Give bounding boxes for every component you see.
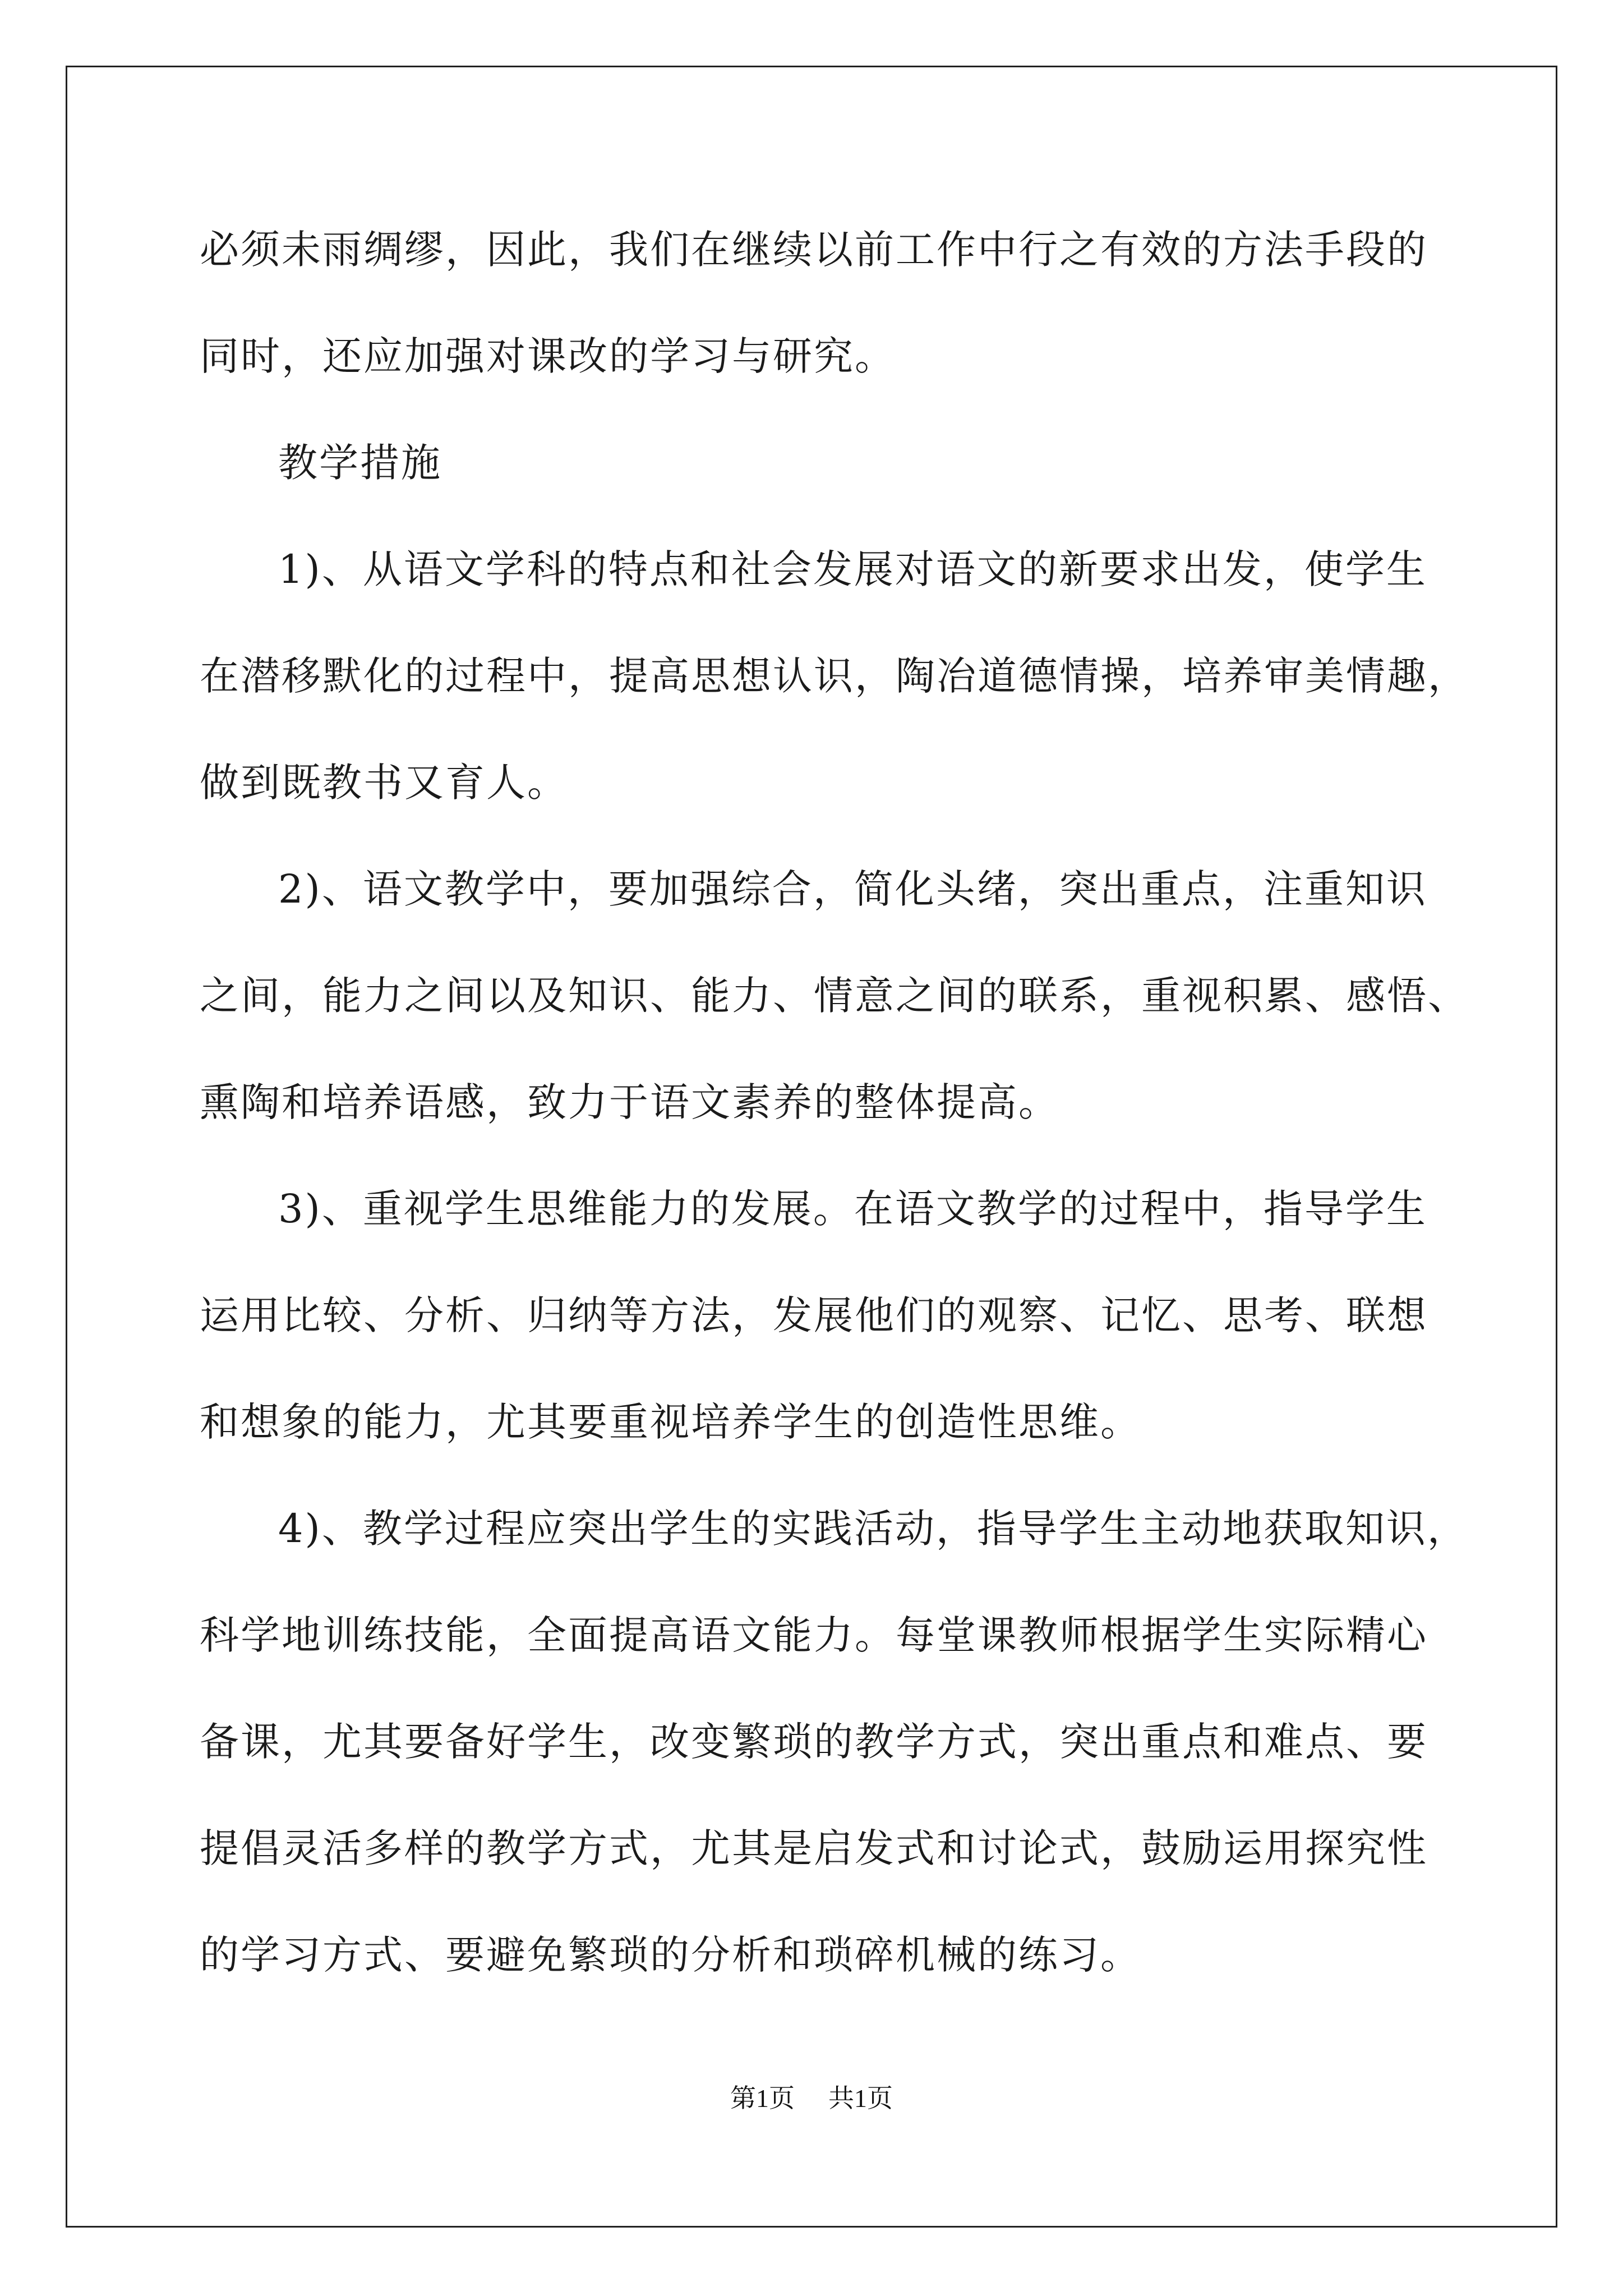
text-line: 备课，尤其要备好学生，改变繁琐的教学方式，突出重点和难点、要: [200, 1719, 1428, 1765]
text-line: 熏陶和培养语感，致力于语文素养的整体提高。: [200, 1079, 1059, 1125]
text-line: 2)、语文教学中，要加强综合，简化头绪，突出重点，注重知识: [278, 866, 1427, 912]
text-line: 提倡灵活多样的教学方式，尤其是启发式和讨论式，鼓励运用探究性: [200, 1825, 1428, 1871]
document-body: [200, 219, 1469, 2031]
section-heading: 教学措施: [278, 440, 442, 486]
text-line: 1)、从语文学科的特点和社会发展对语文的新要求出发，使学生: [278, 546, 1427, 592]
text-line: 和想象的能力，尤其要重视培养学生的创造性思维。: [200, 1399, 1141, 1445]
text-line: 4)、教学过程应突出学生的实践活动，指导学生主动地获取知识，: [278, 1506, 1468, 1552]
text-line: 做到既教书又育人。: [200, 760, 568, 806]
text-line: 运用比较、分析、归纳等方法，发展他们的观察、记忆、思考、联想: [200, 1292, 1428, 1338]
text-line: 必须未雨绸缪，因此，我们在继续以前工作中行之有效的方法手段的: [200, 227, 1428, 273]
text-line: 之间，能力之间以及知识、能力、情意之间的联系，重视积累、感悟、: [200, 973, 1469, 1019]
page-footer: [0, 2078, 1623, 2115]
text-line: 在潜移默化的过程中，提高思想认识，陶冶道德情操，培养审美情趣，: [200, 653, 1469, 699]
page-total: 共1页: [828, 2084, 893, 2113]
text-line: 科学地训练技能，全面提高语文能力。每堂课教师根据学生实际精心: [200, 1612, 1428, 1658]
text-line: 的学习方式、要避免繁琐的分析和琐碎机械的练习。: [200, 1932, 1141, 1978]
page-number: 第1页: [730, 2084, 795, 2113]
text-line: 3)、重视学生思维能力的发展。在语文教学的过程中，指导学生: [278, 1186, 1427, 1232]
text-line: 同时，还应加强对课改的学习与研究。: [200, 333, 896, 379]
